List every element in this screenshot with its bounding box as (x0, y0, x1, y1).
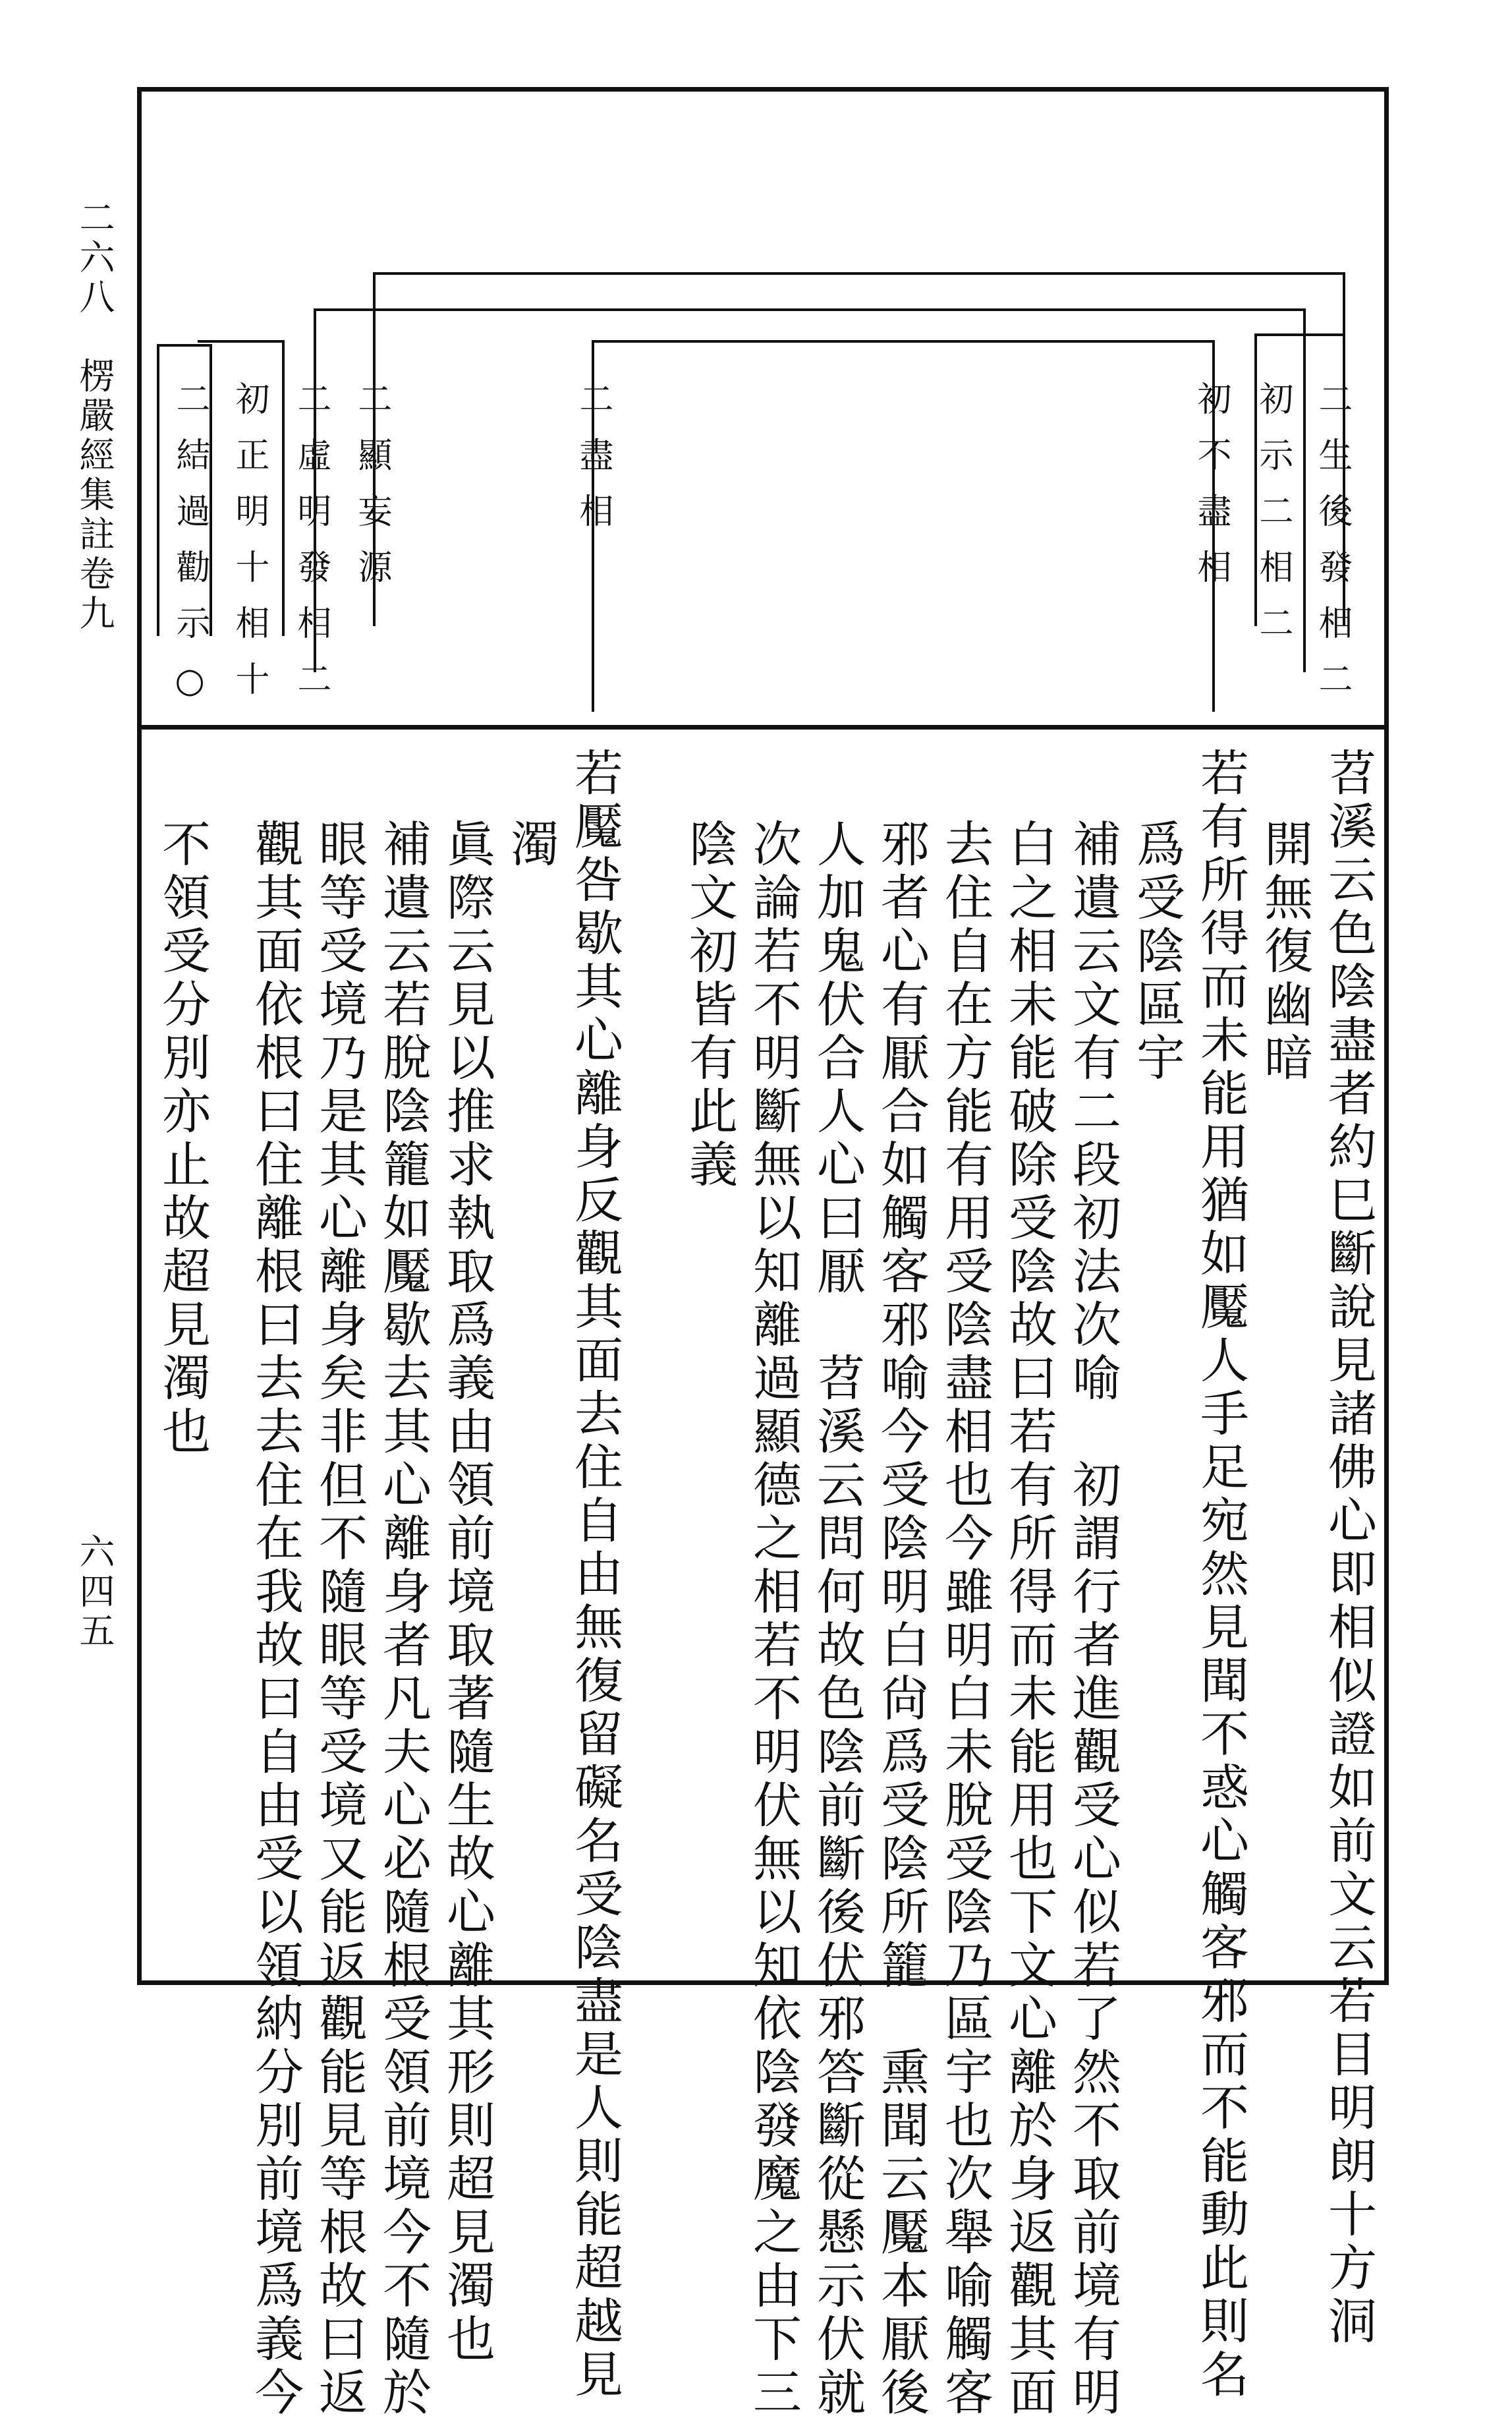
outline-node: 二結過勸示○ (170, 381, 210, 722)
text-column: 眼等受境乃是其心離身矣非但不隨眼等受境又能返觀能見等根故曰返 (311, 819, 368, 2420)
text-column: 苕溪云色陰盡者約巳斷說見諸佛心即相似證如前文云若目明朗十方洞 (1320, 747, 1377, 2349)
text-column: 觀其面依根曰住離根曰去去住在我故曰自由受以領納分別前境爲義今 (247, 819, 304, 2420)
outline-node: 初不盡相 (1191, 381, 1231, 605)
text-column: 陰文初皆有此義 (681, 819, 738, 1192)
outline-node: 二虛明發相二 (291, 381, 331, 717)
connector-lines (158, 274, 1344, 712)
text-column: 邪者心有厭合如觸客邪喻今受陰明白尙爲受陰所籠 熏聞云魘本厭後 (873, 819, 930, 2420)
outline-node: 二顯妄源 (352, 381, 391, 605)
text-column: 濁 (503, 819, 559, 872)
text-column: 補遺云文有二段初法次喻 初謂行者進觀受心似若了然不取前境有明 (1065, 819, 1121, 2420)
outline-node: 二盡相 (573, 381, 613, 549)
text-column: 眞際云見以推求執取爲義由領前境取著隨生故心離其形則超見濁也 (439, 819, 495, 2367)
text-column: 白之相未能破除受陰故曰若有所得而未能用也下文心離於身返觀其面 (1001, 819, 1057, 2420)
text-column: 爲受陰區宇 (1129, 819, 1185, 1085)
text-column: 次論若不明斷無以知離過顯德之相若不明伏無以知依陰發魔之由下三 (745, 819, 802, 2420)
outline-node: 初示二相二 (1253, 381, 1293, 661)
text-column: 人加鬼伏合人心曰厭 苕溪云問何故色陰前斷後伏邪答斷從懸示伏就 (809, 819, 866, 2420)
text-column: 若有所得而未能用猶如魘人手足宛然見聞不惑心觸客邪而不能動此則名 (1192, 747, 1249, 2402)
outline-node: 二生後發相二 (1312, 381, 1352, 717)
text-column: 去住自在方能有用受陰盡相也今雖明白未脫受陰乃區宇也次舉喻觸客 (937, 819, 994, 2420)
text-column: 若魘咎歇其心離身反觀其面去住自由無復留礙名受陰盡是人則能超越見 (567, 747, 623, 2402)
running-header: 二六八 楞嚴經集註卷九 (74, 199, 115, 634)
text-column: 補遺云若脫陰籠如魘歇去其心離身者凡夫心必隨根受領前境今不隨於 (375, 819, 432, 2420)
outline-node: 初正明十相十 (229, 381, 269, 717)
text-column: 開無復幽暗 (1256, 819, 1313, 1085)
text-column: 不領受分別亦止故超見濁也 (154, 819, 211, 1459)
page-number: 六四五 (74, 1533, 115, 1652)
